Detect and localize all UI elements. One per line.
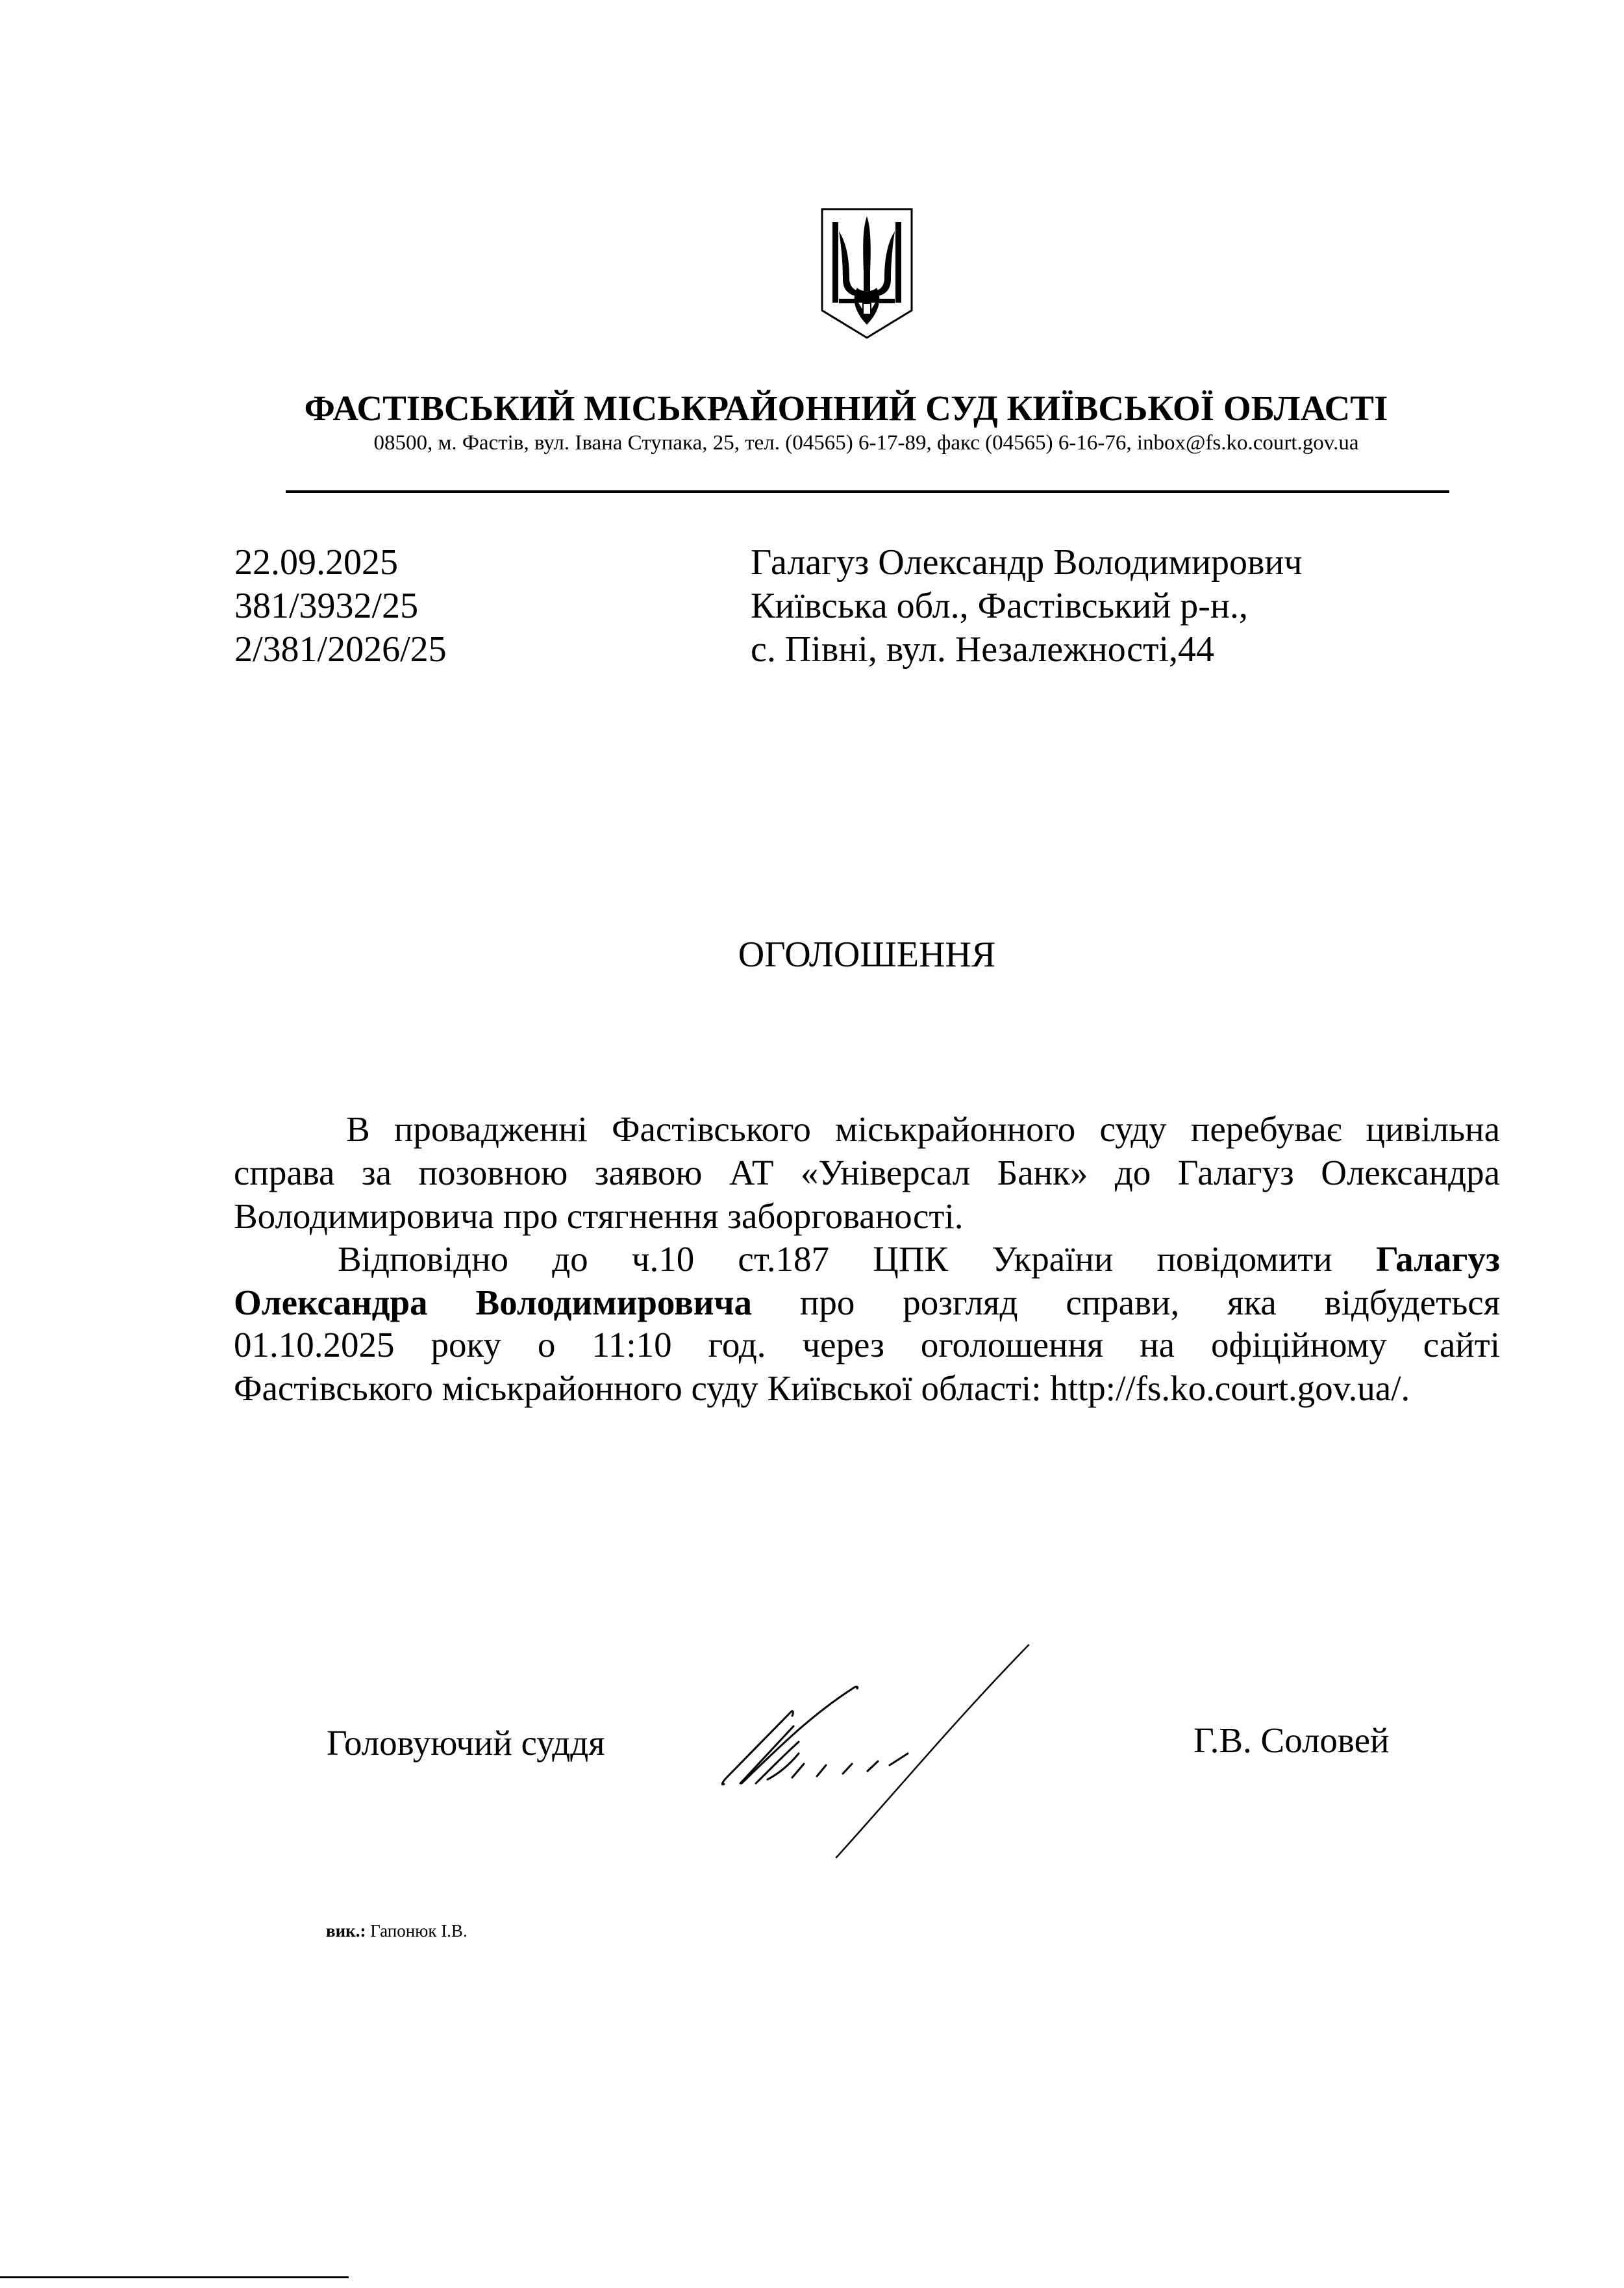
court-name-title: ФАСТІВСЬКИЙ МІСЬКРАЙОННИЙ СУД КИЇВСЬКОЇ ОБЛАСТІ [304,388,1388,428]
executor-note [326,1921,468,1941]
executor-name: Гапонюк І.В. [370,1921,468,1941]
notice-p1-line1: В провадженні Фастівського міськрайонного суду перебуває цивільна [346,1109,1500,1149]
judge-name: Г.В. Соловей [1193,1720,1390,1760]
notice-p1-line2: справа за позовною заявою АТ «Універсал Банк» до Галагуз Олександра [234,1153,1500,1192]
scan-edge-line [0,2276,349,2278]
notice-p2-line4: Фастівського міськрайонного суду Київської області: http://fs.ko.court.gov.ua/. [234,1368,1410,1408]
recipient-address-line2: с. Півні, вул. Незалежності,44 [751,629,1215,670]
notice-heading: ОГОЛОШЕННЯ [738,935,996,975]
ukraine-coat-of-arms-icon [819,207,914,340]
notice-p2-line1-text: Відповідно до ч.10 ст.187 ЦПК України повідомити [338,1239,1332,1279]
presiding-judge-label: Головуючий суддя [327,1723,605,1763]
notice-p1-line3: Володимировича про стягнення заборгованості. [234,1196,964,1236]
recipient-name: Галагуз Олександр Володимирович [751,542,1303,583]
header-divider [286,490,1449,493]
notice-p2-line1 [338,1238,1500,1281]
defendant-surname-bold: Галагуз [1375,1239,1501,1279]
defendant-given-names-bold: Олександра Володимировича [234,1283,752,1322]
notice-p2-line2 [234,1281,1500,1324]
outgoing-number: 381/3932/25 [234,586,419,626]
notice-p2-line3: 01.10.2025 року о 11:10 год. через оголошення на офіційному сайті [234,1325,1500,1364]
executor-label: вик.: [326,1921,366,1941]
court-contact-address: 08500, м. Фастів, вул. Івана Ступака, 25, тел. (04565) 6-17-89, факс (04565) 6-16-76, inbox@fs.ko.court.gov.ua [373,431,1359,455]
case-number: 2/381/2026/25 [234,629,447,670]
document-date: 22.09.2025 [234,542,398,583]
notice-p2-line2-text: про розгляд справи, яка відбудеться [799,1283,1501,1322]
recipient-address-line1: Київська обл., Фастівський р-н., [751,586,1248,626]
handwritten-signature-icon [701,1624,1065,1870]
